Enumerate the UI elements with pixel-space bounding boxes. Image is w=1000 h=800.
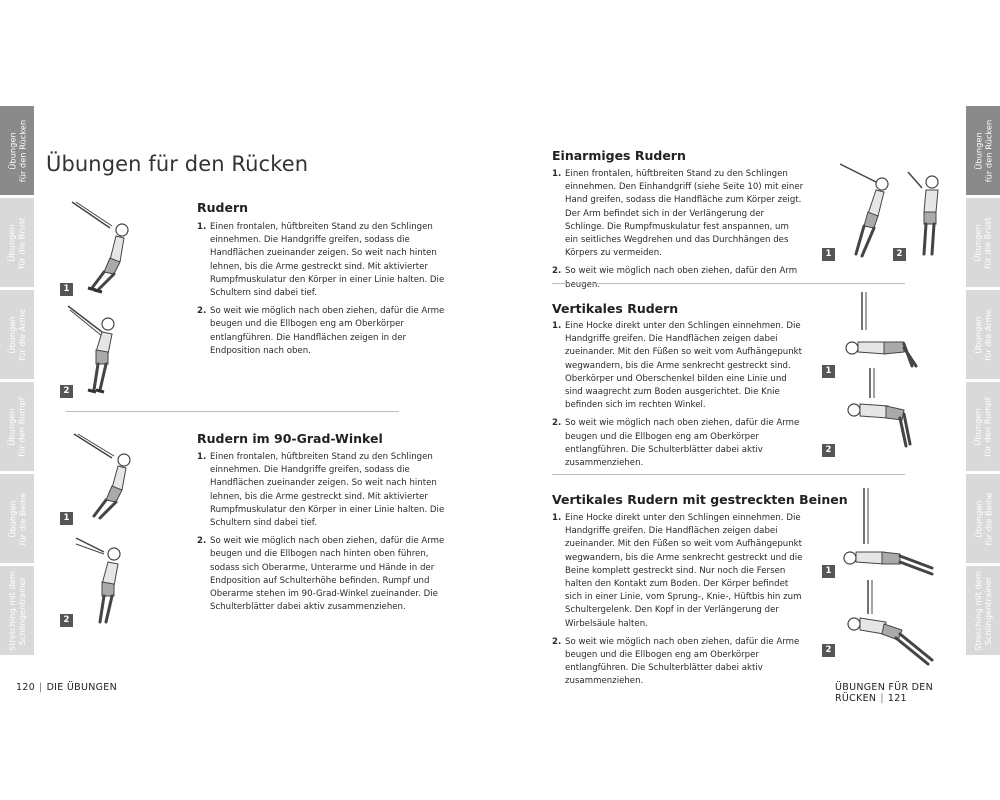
step-text: Einen frontalen, hüftbreiten Stand zu den Schlingen einnehmen. Die Handgriffe greifen, sodass die Handflächen zueinander zeigen. So weit nach hinten lehnen, bis die Arme gestreckt sind. Mit aktivierter Rumpfmuskulatur den Körper in einer Linie halten. Die Schultern sind dabei tief.: [210, 452, 445, 529]
left-footer: [16, 682, 117, 693]
step-badge: 2: [60, 614, 73, 627]
single-arm-figure-2: [906, 168, 946, 260]
tab-chest-exercises[interactable]: [0, 198, 34, 287]
tab-label: Stretching mit dem Schlingentrainer: [973, 570, 993, 651]
section-divider: [66, 411, 399, 412]
tab-arm-exercises[interactable]: [0, 290, 34, 379]
tab-chest-exercises[interactable]: [966, 198, 1000, 287]
step-badge: 1: [822, 365, 835, 378]
tab-label: Übungen für den Rücken: [7, 119, 27, 182]
step-item: [197, 305, 449, 358]
step-badge: 1: [60, 283, 73, 296]
step-item: [552, 636, 804, 689]
exercise-title: Vertikales Rudern mit gestreckten Beinen: [552, 492, 848, 507]
tab-leg-exercises[interactable]: [0, 474, 34, 563]
step-item: [552, 320, 804, 412]
tab-core-exercises[interactable]: [966, 382, 1000, 471]
step-badge: 1: [822, 565, 835, 578]
section-divider: [552, 474, 905, 475]
tab-back-exercises[interactable]: [966, 106, 1000, 195]
step-badge: 2: [893, 248, 906, 261]
step-text: So weit wie möglich nach oben ziehen, dafür die Arme beugen und die Ellbogen eng am Oberkörper entlangführen. Die Schulterblätter dabei aktiv zusammenziehen.: [565, 418, 800, 469]
exercise-title: Einarmiges Rudern: [552, 148, 686, 163]
step-item: [552, 168, 804, 260]
step-number: 1.: [552, 513, 562, 523]
tab-label: Übungen für die Beine: [7, 491, 28, 546]
exercise-steps: [552, 320, 804, 475]
step-text: Eine Hocke direkt unter den Schlingen einnehmen. Die Handgriffe greifen. Die Handflächen zeigen dabei zueinander. Mit den Füßen so weit vom Aufhängepunkt wegwandern, bis die Arme senkrecht gestreckt und die Beine komplett gestreckt sind. Nur noch die Fersen halten den Kontakt zum Boden. Der Körper befindet sich in einer Linie, vom Sprung-, Knie-, Hüftbis hin zum Schultergelenk. Den Kopf in der Verlängerung der Wirbelsäule halten.: [565, 513, 803, 629]
tab-core-exercises[interactable]: [0, 382, 34, 471]
tab-label: Übungen für die Beine: [973, 491, 994, 546]
page-number: 121: [887, 693, 907, 704]
step-number: 2.: [552, 418, 562, 429]
step-text: So weit wie möglich nach oben ziehen, dafür die Arme beugen und die Ellbogen eng am Oberkörper entlangführen. Die Schulterblätter dabei aktiv zusammenziehen.: [565, 636, 800, 687]
step-number: 2.: [197, 306, 207, 317]
exercise-title: Rudern im 90-Grad-Winkel: [197, 431, 383, 446]
tab-back-exercises[interactable]: [0, 106, 34, 195]
step-number: 2.: [552, 266, 562, 277]
exercise-steps: [552, 512, 804, 694]
tab-label: Übungen für den Rumpf: [7, 396, 28, 457]
step-number: 1.: [197, 222, 207, 232]
step-text: So weit wie möglich nach oben ziehen, dafür die Arme beugen und die Ellbogen nach hinten oben führen, sodass sich Oberarme, Unterarme und Hände in der Endposition auf Schulterhöhe befinden. Rumpf und Oberarme stehen im 90-Grad-Winkel zueinander. Die Schulterblätter dabei aktiv zusammenziehen.: [210, 536, 445, 613]
step-item: [197, 221, 449, 300]
section-name: ÜBUNGEN FÜR DEN RÜCKEN: [835, 682, 933, 704]
rowing-figure-2: [66, 302, 126, 397]
step-number: 1.: [197, 452, 207, 462]
rowing-90-figure-1: [72, 432, 142, 522]
tab-label: Übungen für die Brust: [973, 216, 994, 269]
tab-label: Übungen für den Rumpf: [973, 396, 994, 457]
tab-leg-exercises[interactable]: [966, 474, 1000, 563]
vertical-row-figure-1: [838, 290, 928, 370]
step-number: 2.: [197, 536, 207, 547]
tab-label: Stretching mit dem Schlingentrainer: [7, 570, 27, 651]
section-name: DIE ÜBUNGEN: [46, 682, 118, 693]
tab-arm-exercises[interactable]: [966, 290, 1000, 379]
step-text: Eine Hocke direkt unter den Schlingen einnehmen. Die Handgriffe greifen. Die Handflächen zeigen dabei zueinander. Mit den Füßen so weit vom Aufhängepunkt wegwandern, bis die Arme senkrecht gestreckt sind. Oberkörper und Oberschenkel bilden eine Linie und sind waagrecht zum Boden ausgerichtet. Die Knie befinden sich im rechten Winkel.: [565, 321, 803, 411]
straight-leg-row-figure-2: [840, 578, 940, 670]
page-title: Übungen für den Rücken: [46, 152, 309, 176]
step-badge: 1: [60, 512, 73, 525]
step-item: [552, 512, 804, 631]
step-badge: 2: [822, 644, 835, 657]
step-badge: 1: [822, 248, 835, 261]
step-item: [197, 535, 449, 614]
step-number: 1.: [552, 321, 562, 331]
footer-separator: |: [39, 682, 43, 693]
step-item: [197, 451, 449, 530]
section-divider: [552, 283, 905, 284]
step-item: [552, 265, 804, 291]
step-text: Einen frontalen, hüftbreiten Stand zu den Schlingen einnehmen. Die Handgriffe greifen, sodass die Handflächen zueinander zeigen. So weit nach hinten lehnen, bis die Arme gestreckt sind. Mit aktivierter Rumpfmuskulatur den Körper in einer Linie halten. Die Schultern sind dabei tief.: [210, 222, 445, 299]
step-text: Einen frontalen, hüftbreiten Stand zu den Schlingen einnehmen. Den Einhandgriff (siehe Seite 10) mit einer Hand greifen, sodass die Handfläche zum Körper zeigt. Der Arm befindet sich in der Verlängerung der Schlinge. Die Rumpfmuskulatur fest anspannen, um ein seitliches Wegdrehen und das Durchhängen des Körpers zu vermeiden.: [565, 169, 804, 259]
step-item: [552, 417, 804, 470]
footer-separator: |: [880, 693, 884, 704]
exercise-steps: [552, 168, 804, 297]
step-badge: 2: [60, 385, 73, 398]
tab-label: Übungen für die Brust: [7, 216, 28, 269]
right-footer: [835, 682, 1000, 704]
straight-leg-row-figure-1: [840, 486, 940, 586]
tab-label: Übungen für die Arme: [973, 308, 994, 361]
exercise-steps: [197, 451, 449, 619]
tab-stretching[interactable]: [0, 566, 34, 655]
vertical-row-figure-2: [842, 366, 922, 450]
step-text: So weit wie möglich nach oben ziehen, dafür die Arme beugen und die Ellbogen eng am Oberkörper entlangführen. Die Handflächen zeigen in der Endposition nach oben.: [210, 306, 445, 356]
exercise-steps: [197, 221, 449, 363]
tab-stretching[interactable]: [966, 566, 1000, 655]
rowing-figure-1: [70, 200, 140, 295]
rowing-90-figure-2: [74, 534, 134, 628]
step-number: 1.: [552, 169, 562, 179]
exercise-title: Rudern: [197, 200, 249, 215]
tab-label: Übungen für die Arme: [7, 308, 28, 361]
step-text: So weit wie möglich nach oben ziehen, dafür den Arm beugen.: [565, 266, 798, 290]
single-arm-figure-1: [836, 160, 896, 260]
step-number: 2.: [552, 636, 562, 647]
step-badge: 2: [822, 444, 835, 457]
tab-label: Übungen für den Rücken: [973, 119, 993, 182]
page-number: 120: [16, 682, 36, 693]
exercise-title: Vertikales Rudern: [552, 301, 679, 316]
